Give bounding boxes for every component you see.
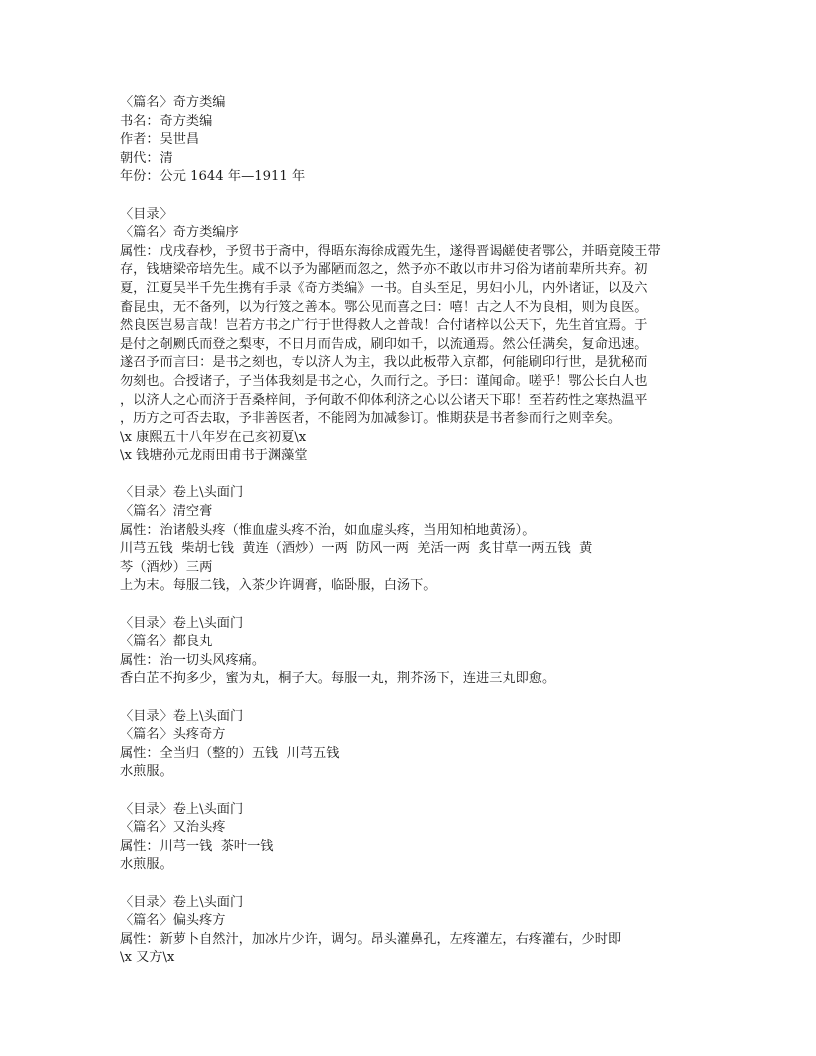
document-page (120, 94, 700, 968)
toc-line: 〈目录〉卷上\头面门 (120, 894, 244, 910)
preface-text: 遂召予而言曰：是书之刻也，专以济人为主，我以此板带入京都，何能刷印行世，是犹秘而 (120, 355, 648, 371)
preface-text: 然良医岂易言哉！岂若方书之广行于世得救人之普哉！合付诸梓以公天下，先生首宜焉。于 (120, 318, 648, 334)
section-title: 〈篇名〉偏头疼方 (120, 913, 226, 929)
spacer (120, 782, 700, 801)
preface-text: 是付之剞劂氏而登之梨枣，不日月而告成，刷印如千，以流通焉。然公任满矣，复命迅速。 (120, 336, 648, 352)
preface-text: ，以济人之心而济于吾桑梓间，予何敢不仰体利济之心以公诸天下耶！至若药性之寒热温平 (120, 392, 648, 408)
preface-text: 畜昆虫，无不备列，以为行笈之善本。鄂公见而喜之曰：嘻！古之人不为良相，则为良医。 (120, 299, 648, 315)
preface-text: 夏，江夏吴半千先生携有手录《奇方类编》一书。自头至足，男妇小儿，内外诸证，以及六 (120, 280, 648, 296)
preface-date: \x 康熙五十八年岁在己亥初夏\x (120, 429, 307, 445)
section-text: 水煎服。 (120, 764, 173, 780)
preface-text: 属性：戊戌春杪，予贸书于斋中，得晤东海徐成霞先生，遂得晋谒鹾使者鄂公，并晤竟陵王带 (120, 243, 661, 259)
spacer (120, 875, 700, 894)
section-text: 芩（酒炒）三两 (120, 559, 213, 575)
section-text: 川芎五钱 柴胡七钱 黄连（酒炒）一两 防风一两 羌活一两 炙甘草一两五钱 黄 (120, 541, 593, 557)
preface-text: 勿刻也。合授诸子，子当体我刻是书之心，久而行之。予曰：谨闻命。嗟乎！鄂公长白人也 (120, 373, 648, 389)
section-text: \x 又方\x (120, 950, 175, 966)
preface-text: 存，钱塘梁帝培先生。咸不以予为鄙陋而忽之，然予亦不敢以市井习俗为诸前辈所共弃。初 (120, 262, 648, 278)
section-text: 属性：治一切头风疼痛。 (120, 652, 266, 668)
section-text: 上为末。每服二钱，入茶少许调膏，临卧服，白汤下。 (120, 578, 437, 594)
toc-line: 〈目录〉卷上\头面门 (120, 485, 244, 501)
book-name-line: 书名：奇方类编 (120, 113, 213, 129)
toc-line: 〈目录〉卷上\头面门 (120, 708, 244, 724)
section-title: 〈篇名〉都良丸 (120, 634, 213, 650)
spacer (120, 466, 700, 485)
section-text: 水煎服。 (120, 857, 173, 873)
preface-text: ，历方之可否去取，予非善医者，不能罔为加减参订。惟期获是书者参而行之则幸矣。 (120, 411, 622, 427)
spacer (120, 187, 700, 206)
author-line: 作者：吴世昌 (120, 132, 200, 148)
section-text: 属性：全当归（整的）五钱 川芎五钱 (120, 745, 340, 761)
dynasty-line: 朝代：清 (120, 150, 173, 166)
spacer (120, 689, 700, 708)
section-text: 属性：川芎一钱 茶叶一钱 (120, 838, 274, 854)
section-title: 〈篇名〉奇方类编序 (120, 225, 239, 241)
toc-line: 〈目录〉 (120, 206, 173, 222)
preface-signature: \x 钱塘孙元龙雨田甫书于渊藻堂 (120, 448, 308, 464)
section-text: 香白芷不拘多少，蜜为丸，桐子大。每服一丸，荆芥汤下，连进三丸即愈。 (120, 671, 556, 687)
section-title: 〈篇名〉头疼奇方 (120, 727, 226, 743)
section-text: 属性：治诸般头疼（惟血虚头疼不治，如血虚头疼，当用知柏地黄汤）。 (120, 522, 536, 538)
section-title: 〈篇名〉又治头疼 (120, 820, 226, 836)
title-line: 〈篇名〉奇方类编 (120, 95, 226, 110)
year-line: 年份：公元 1644 年—1911 年 (120, 169, 306, 185)
toc-line: 〈目录〉卷上\头面门 (120, 801, 244, 817)
section-title: 〈篇名〉清空膏 (120, 504, 213, 520)
spacer (120, 596, 700, 615)
section-text: 属性：新萝卜自然汁，加冰片少许，调匀。昂头灌鼻孔，左疼灌左，右疼灌右，少时即 (120, 931, 622, 947)
toc-line: 〈目录〉卷上\头面门 (120, 615, 244, 631)
